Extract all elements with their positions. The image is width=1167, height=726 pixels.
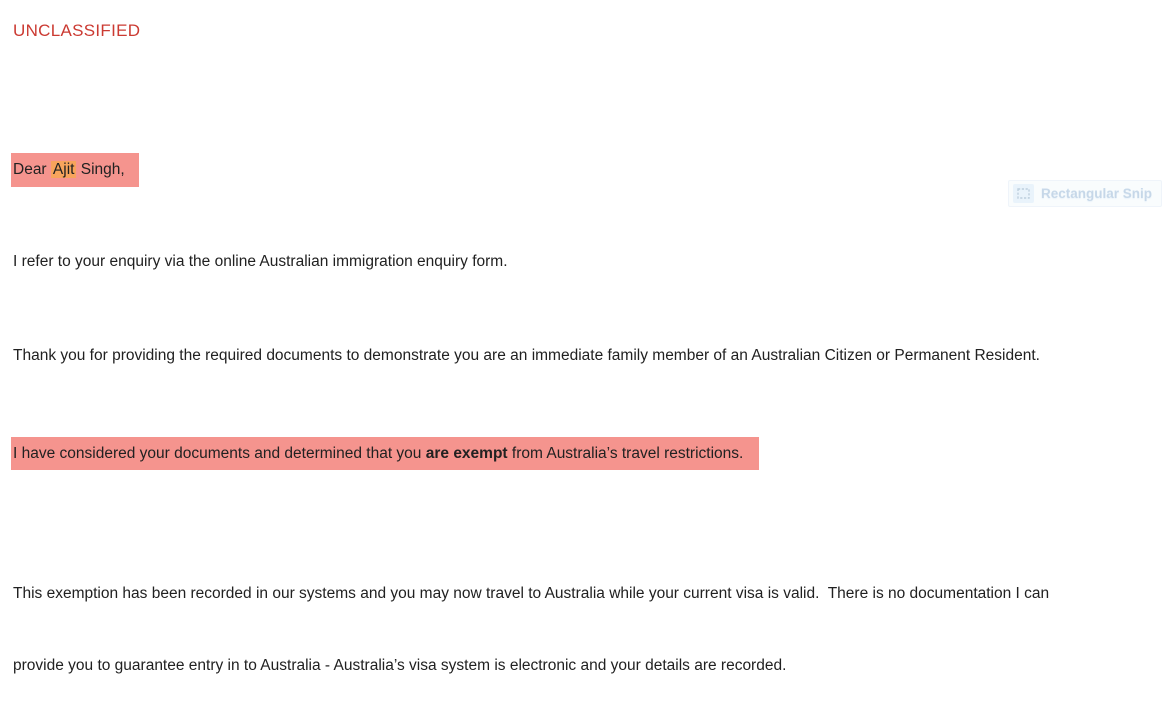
paragraph-documents-thanks: Thank you for providing the required documents to demonstrate you are an immediate family member of an Australian Citizen or Permanent Resident. [13, 347, 1040, 364]
exemption-text-prefix: I have considered your documents and determined that you [13, 445, 426, 462]
recipient-name-highlight: Ajit [52, 161, 75, 178]
paragraph-exemption-recorded [13, 534, 1163, 726]
paragraph-exemption-decision [11, 437, 759, 470]
closing-paragraph-line-2: provide you to guarantee entry in to Australia - Australia’s visa system is electronic and your details are recorded. [13, 657, 787, 674]
snip-tooltip [1008, 180, 1162, 207]
classification-banner: UNCLASSIFIED [13, 21, 141, 40]
exemption-text-suffix: from Australia’s travel restrictions. [507, 445, 744, 462]
salutation-prefix: Dear [13, 161, 51, 178]
rectangular-snip-icon [1013, 184, 1034, 203]
closing-paragraph-line-1: This exemption has been recorded in our systems and you may now travel to Australia while your current visa is valid. There is no documentation I can [13, 585, 1050, 602]
paragraph-enquiry-reference: I refer to your enquiry via the online Australian immigration enquiry form. [13, 253, 508, 270]
snip-tooltip-label: Rectangular Snip [1041, 186, 1153, 201]
salutation-suffix: Singh, [76, 161, 125, 178]
exemption-text-bold: are exempt [425, 445, 508, 462]
salutation-line [11, 153, 139, 187]
